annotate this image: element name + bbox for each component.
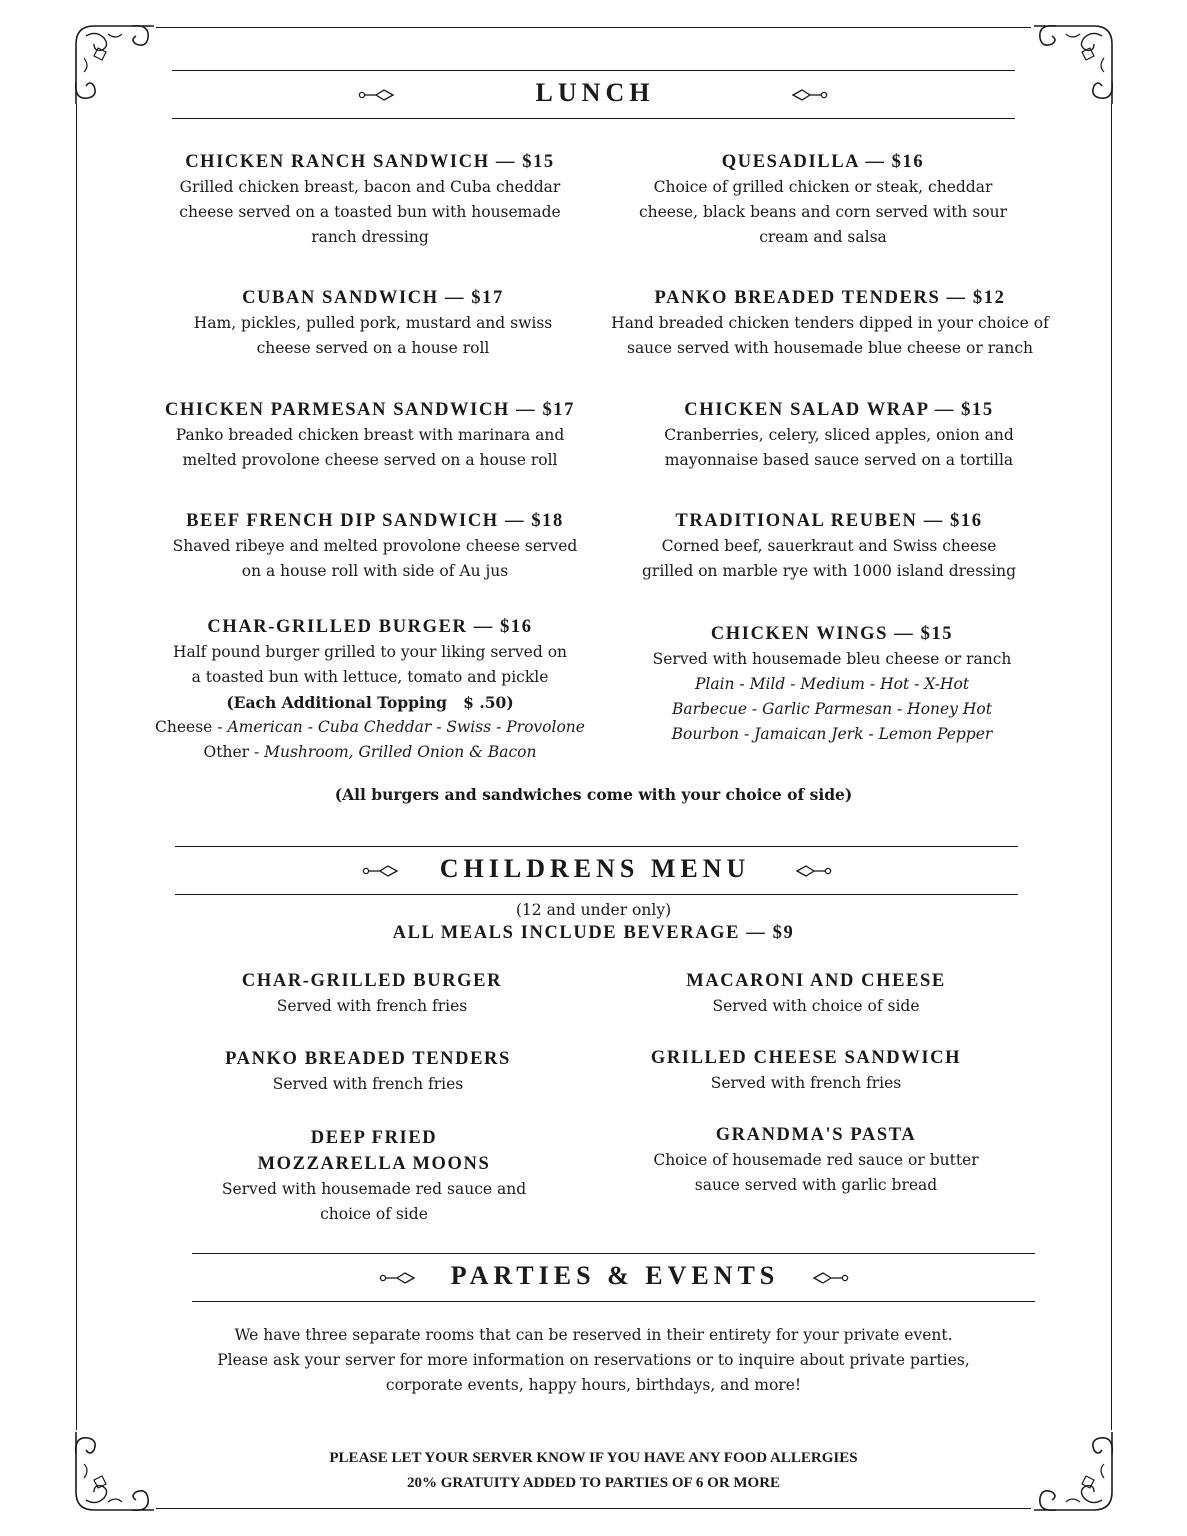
item-name: GRILLED CHEESE SANDWICH	[650, 1048, 962, 1068]
menu-item: CHAR-GRILLED BURGER Served with french fries	[172, 968, 572, 1019]
menu-item: CHICKEN RANCH SANDWICH — $15 Grilled chicken breast, bacon and Cuba cheddar cheese served on a toasted bun with housemade ranch dressing	[130, 149, 610, 250]
item-name: CHICKEN WINGS — $15	[710, 624, 954, 644]
kids-rule-top	[175, 846, 1018, 847]
frame-right	[1111, 104, 1112, 1430]
menu-item: PANKO BREADED TENDERS — $12 Hand breaded chicken tenders dipped in your choice of sauce served with housemade blue cheese or ranch	[596, 285, 1064, 361]
flourish-left-icon	[362, 864, 398, 878]
corner-ornament-top-left-icon	[72, 22, 162, 112]
lunch-rule-top	[172, 70, 1015, 71]
item-name: DEEP FRIED	[310, 1128, 438, 1148]
menu-item: BEEF FRENCH DIP SANDWICH — $18 Shaved ribeye and melted provolone cheese served on a house roll with side of Au jus	[130, 508, 620, 584]
menu-item: QUESADILLA — $16 Choice of grilled chicken or steak, cheddar cheese, black beans and corn served with sour cream and salsa	[592, 149, 1054, 250]
menu-item: TRADITIONAL REUBEN — $16 Corned beef, sauerkraut and Swiss cheese grilled on marble rye with 1000 island dressing	[598, 508, 1060, 584]
flourish-right-icon	[796, 864, 832, 878]
item-name: CUBAN SANDWICH — $17	[242, 288, 504, 308]
item-name: CHAR-GRILLED BURGER — $16	[207, 617, 533, 637]
kids-rule-bottom	[175, 894, 1018, 895]
parties-rule-top	[192, 1253, 1035, 1254]
menu-item: CUBAN SANDWICH — $17 Ham, pickles, pulled pork, mustard and swiss cheese served on a house roll	[130, 285, 616, 361]
menu-item-burger: CHAR-GRILLED BURGER — $16 Half pound burger grilled to your liking served on a toasted bun with lettuce, tomato and pickle (Each Additional Topping $ .50) Cheese - American - Cuba Cheddar - Swiss - Provolone Other - Mushroom, Grilled Onion & Bacon	[130, 614, 610, 765]
corner-ornament-top-right-icon	[1026, 22, 1116, 112]
flourish-left-icon	[379, 1271, 415, 1285]
menu-item: GRILLED CHEESE SANDWICH Served with french fries	[606, 1045, 1006, 1096]
kids-age-note: (12 and under only)	[515, 901, 672, 919]
menu-item: PANKO BREADED TENDERS Served with french fries	[168, 1046, 568, 1097]
side-note: (All burgers and sandwiches come with your choice of side)	[334, 785, 853, 804]
item-name: BEEF FRENCH DIP SANDWICH — $18	[186, 511, 564, 531]
lunch-title: LUNCH	[535, 78, 655, 107]
flourish-right-icon	[792, 88, 828, 102]
topping-note: (Each Additional Topping $ .50)	[226, 693, 514, 712]
menu-item-wings: CHICKEN WINGS — $15 Served with housemade bleu cheese or ranch Plain - Mild - Medium - Hot - X-Hot Barbecue - Garlic Parmesan - Honey Hot Bourbon - Jamaican Jerk - Lemon Pepper	[600, 621, 1064, 747]
menu-item: CHICKEN SALAD WRAP — $15 Cranberries, celery, sliced apples, onion and mayonnaise based sauce served on a tortilla	[608, 397, 1070, 473]
item-name: CHAR-GRILLED BURGER	[241, 971, 503, 991]
kids-includes: ALL MEALS INCLUDE BEVERAGE — $9	[392, 923, 795, 943]
footer-notes	[0, 1446, 1187, 1496]
item-name: GRANDMA'S PASTA	[715, 1125, 917, 1145]
menu-item: CHICKEN PARMESAN SANDWICH — $17 Panko breaded chicken breast with marinara and melted provolone cheese served on a house roll	[130, 397, 610, 473]
flourish-right-icon	[813, 1271, 849, 1285]
parties-rule-bottom	[192, 1301, 1035, 1302]
menu-item: MACARONI AND CHEESE Served with choice of side	[616, 968, 1016, 1019]
item-name: CHICKEN PARMESAN SANDWICH — $17	[164, 400, 576, 420]
allergy-note: PLEASE LET YOUR SERVER KNOW IF YOU HAVE ANY FOOD ALLERGIES	[329, 1450, 858, 1466]
item-name: TRADITIONAL REUBEN — $16	[675, 511, 983, 531]
item-name: PANKO BREADED TENDERS — $12	[654, 288, 1006, 308]
item-name: CHICKEN SALAD WRAP — $15	[684, 400, 994, 420]
frame-bottom	[156, 1508, 1031, 1509]
menu-item: GRANDMA'S PASTA Choice of housemade red sauce or butter sauce served with garlic bread	[616, 1122, 1016, 1198]
item-name: MACARONI AND CHEESE	[686, 971, 946, 991]
item-name: QUESADILLA — $16	[721, 152, 925, 172]
kids-title: CHILDRENS MENU	[439, 854, 751, 883]
menu-item: DEEP FRIED MOZZARELLA MOONS Served with housemade red sauce and choice of side	[174, 1125, 574, 1227]
item-name: MOZZARELLA MOONS	[257, 1154, 491, 1174]
frame-top	[156, 27, 1031, 28]
item-name: PANKO BREADED TENDERS	[225, 1049, 511, 1069]
parties-text: We have three separate rooms that can be reserved in their entirety for your private event. Please ask your server for more information on reservations or to inquire about private parties, corporate events, happy hours, birthdays, and more!	[217, 1326, 970, 1394]
gratuity-note: 20% GRATUITY ADDED TO PARTIES OF 6 OR MORE	[406, 1475, 781, 1491]
lunch-rule-bottom	[172, 118, 1015, 119]
flourish-left-icon	[358, 88, 394, 102]
frame-left	[76, 104, 77, 1430]
item-name: CHICKEN RANCH SANDWICH — $15	[185, 152, 555, 172]
parties-title: PARTIES & EVENTS	[450, 1261, 780, 1290]
